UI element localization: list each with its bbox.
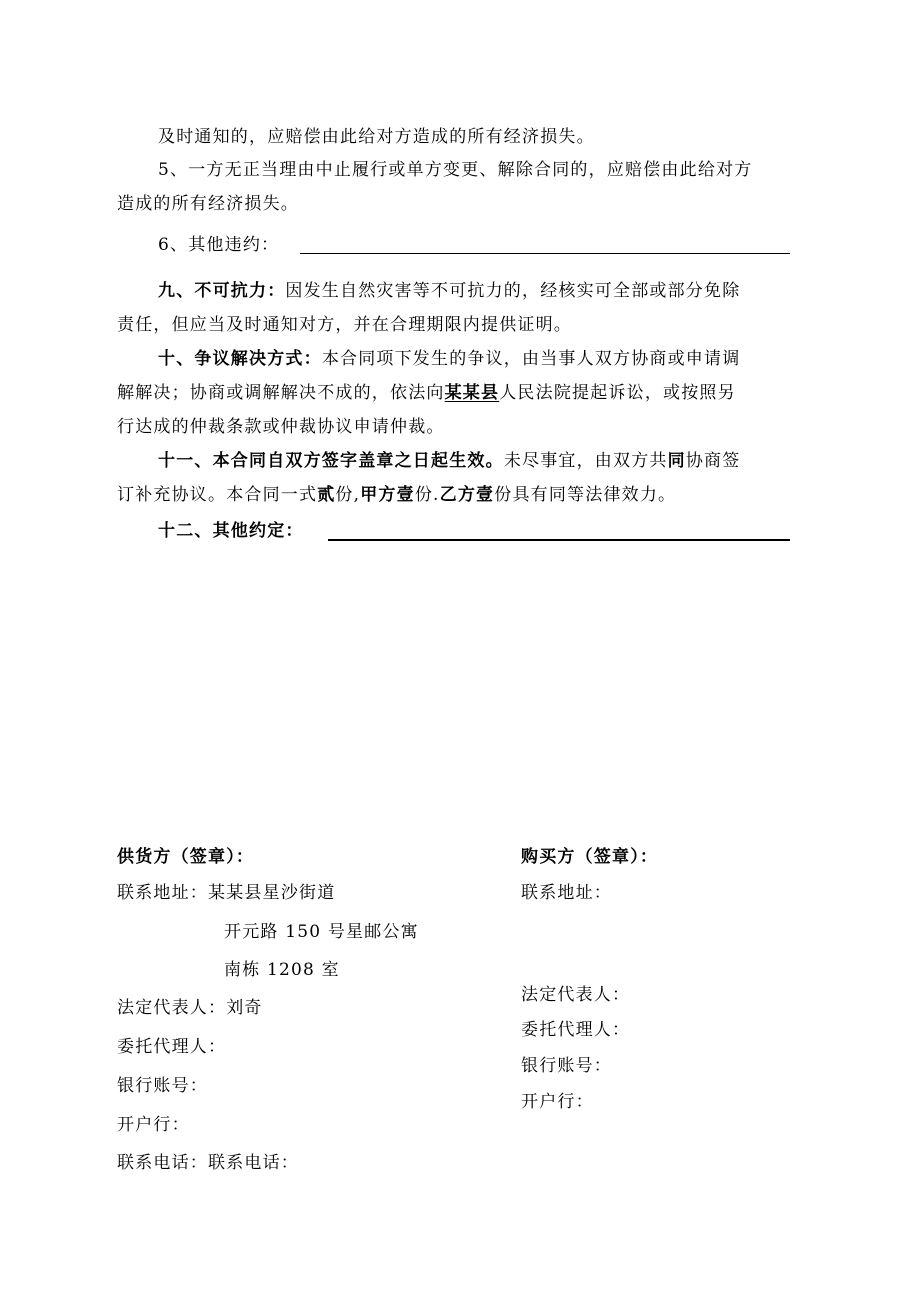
- breach-item-5-line2: 造成的所有经济损失。: [117, 194, 299, 214]
- supplier-address-line1: [117, 881, 335, 905]
- effective-line2: [117, 483, 676, 507]
- effective-copies-end: 份具有同等法律效力。: [494, 485, 677, 505]
- supplier-bank-account: 银行账号：: [117, 1076, 208, 1096]
- dispute-line1: [158, 347, 740, 371]
- buyer-bank: 开户行：: [521, 1092, 594, 1112]
- dispute-court-name: 某某县: [444, 383, 500, 403]
- buyer-address: 联系地址：: [521, 883, 612, 903]
- force-majeure-heading: 九、不可抗力：: [158, 281, 286, 301]
- force-majeure-line2: 责任，但应当及时通知对方，并在合理期限内提供证明。: [117, 315, 572, 335]
- breach-item-6-blank: [300, 253, 790, 254]
- effective-copies-text: 订补充协议。本合同一式: [117, 485, 318, 505]
- dispute-text: 本合同项下发生的争议，由当事人双方协商或申请调: [321, 349, 741, 369]
- effective-text-a: 未尽事宜，由双方共: [503, 451, 668, 471]
- effective-line1: [158, 449, 740, 473]
- buyer-bank-account: 银行账号：: [521, 1056, 612, 1076]
- dispute-heading: 十、争议解决方式：: [158, 349, 322, 369]
- other-agreements-heading: 十二、其他约定：: [158, 521, 304, 541]
- supplier-address-line2: 开元路 150 号星邮公寓: [224, 922, 419, 942]
- breach-item-6-label: 6、其他违约：: [158, 235, 280, 255]
- supplier-address-label: 联系地址：: [117, 883, 208, 903]
- effective-copies-count: 贰: [317, 485, 336, 505]
- clause-continuation: 及时通知的，应赔偿由此给对方造成的所有经济损失。: [158, 127, 595, 147]
- supplier-address-line3: 南栋 1208 室: [224, 960, 340, 980]
- supplier-legal-rep: 法定代表人：刘奇: [117, 998, 263, 1018]
- effective-copies-sep1: 份,: [335, 485, 361, 505]
- dispute-line2-pre: 解解决；协商或调解解决不成的，依法向: [117, 383, 445, 403]
- force-majeure-line1: [158, 279, 740, 303]
- breach-item-5-line1: 5、一方无正当理由中止履行或单方变更、解除合同的，应赔偿由此给对方: [158, 160, 753, 180]
- supplier-address-value: 某某县星沙街道: [208, 883, 336, 903]
- buyer-agent: 委托代理人：: [521, 1020, 631, 1040]
- effective-text-b: 同: [667, 451, 686, 471]
- party-a-copies: 甲方壹: [360, 485, 415, 505]
- dispute-line3: 行达成的仲裁条款或仲裁协议申请仲裁。: [117, 417, 445, 437]
- dispute-line2: [117, 381, 736, 405]
- buyer-legal-rep: 法定代表人：: [521, 985, 631, 1005]
- effective-copies-sep2: 份.: [414, 485, 440, 505]
- other-agreements-blank: [328, 539, 790, 541]
- supplier-agent: 委托代理人：: [117, 1037, 227, 1057]
- supplier-bank: 开户行：: [117, 1115, 190, 1135]
- effective-text-c: 协商签: [685, 451, 741, 471]
- buyer-title: 购买方（签章）：: [521, 847, 659, 867]
- effective-heading: 十一、本合同自双方签字盖章之日起生效。: [158, 451, 504, 471]
- supplier-title: 供货方（签章）：: [117, 847, 255, 867]
- dispute-line2-post: 人民法院提起诉讼，或按照另: [499, 383, 736, 403]
- force-majeure-text: 因发生自然灾害等不可抗力的，经核实可全部或部分免除: [285, 281, 741, 301]
- party-b-copies: 乙方壹: [439, 485, 495, 505]
- supplier-phone: 联系电话：联系电话：: [117, 1153, 299, 1173]
